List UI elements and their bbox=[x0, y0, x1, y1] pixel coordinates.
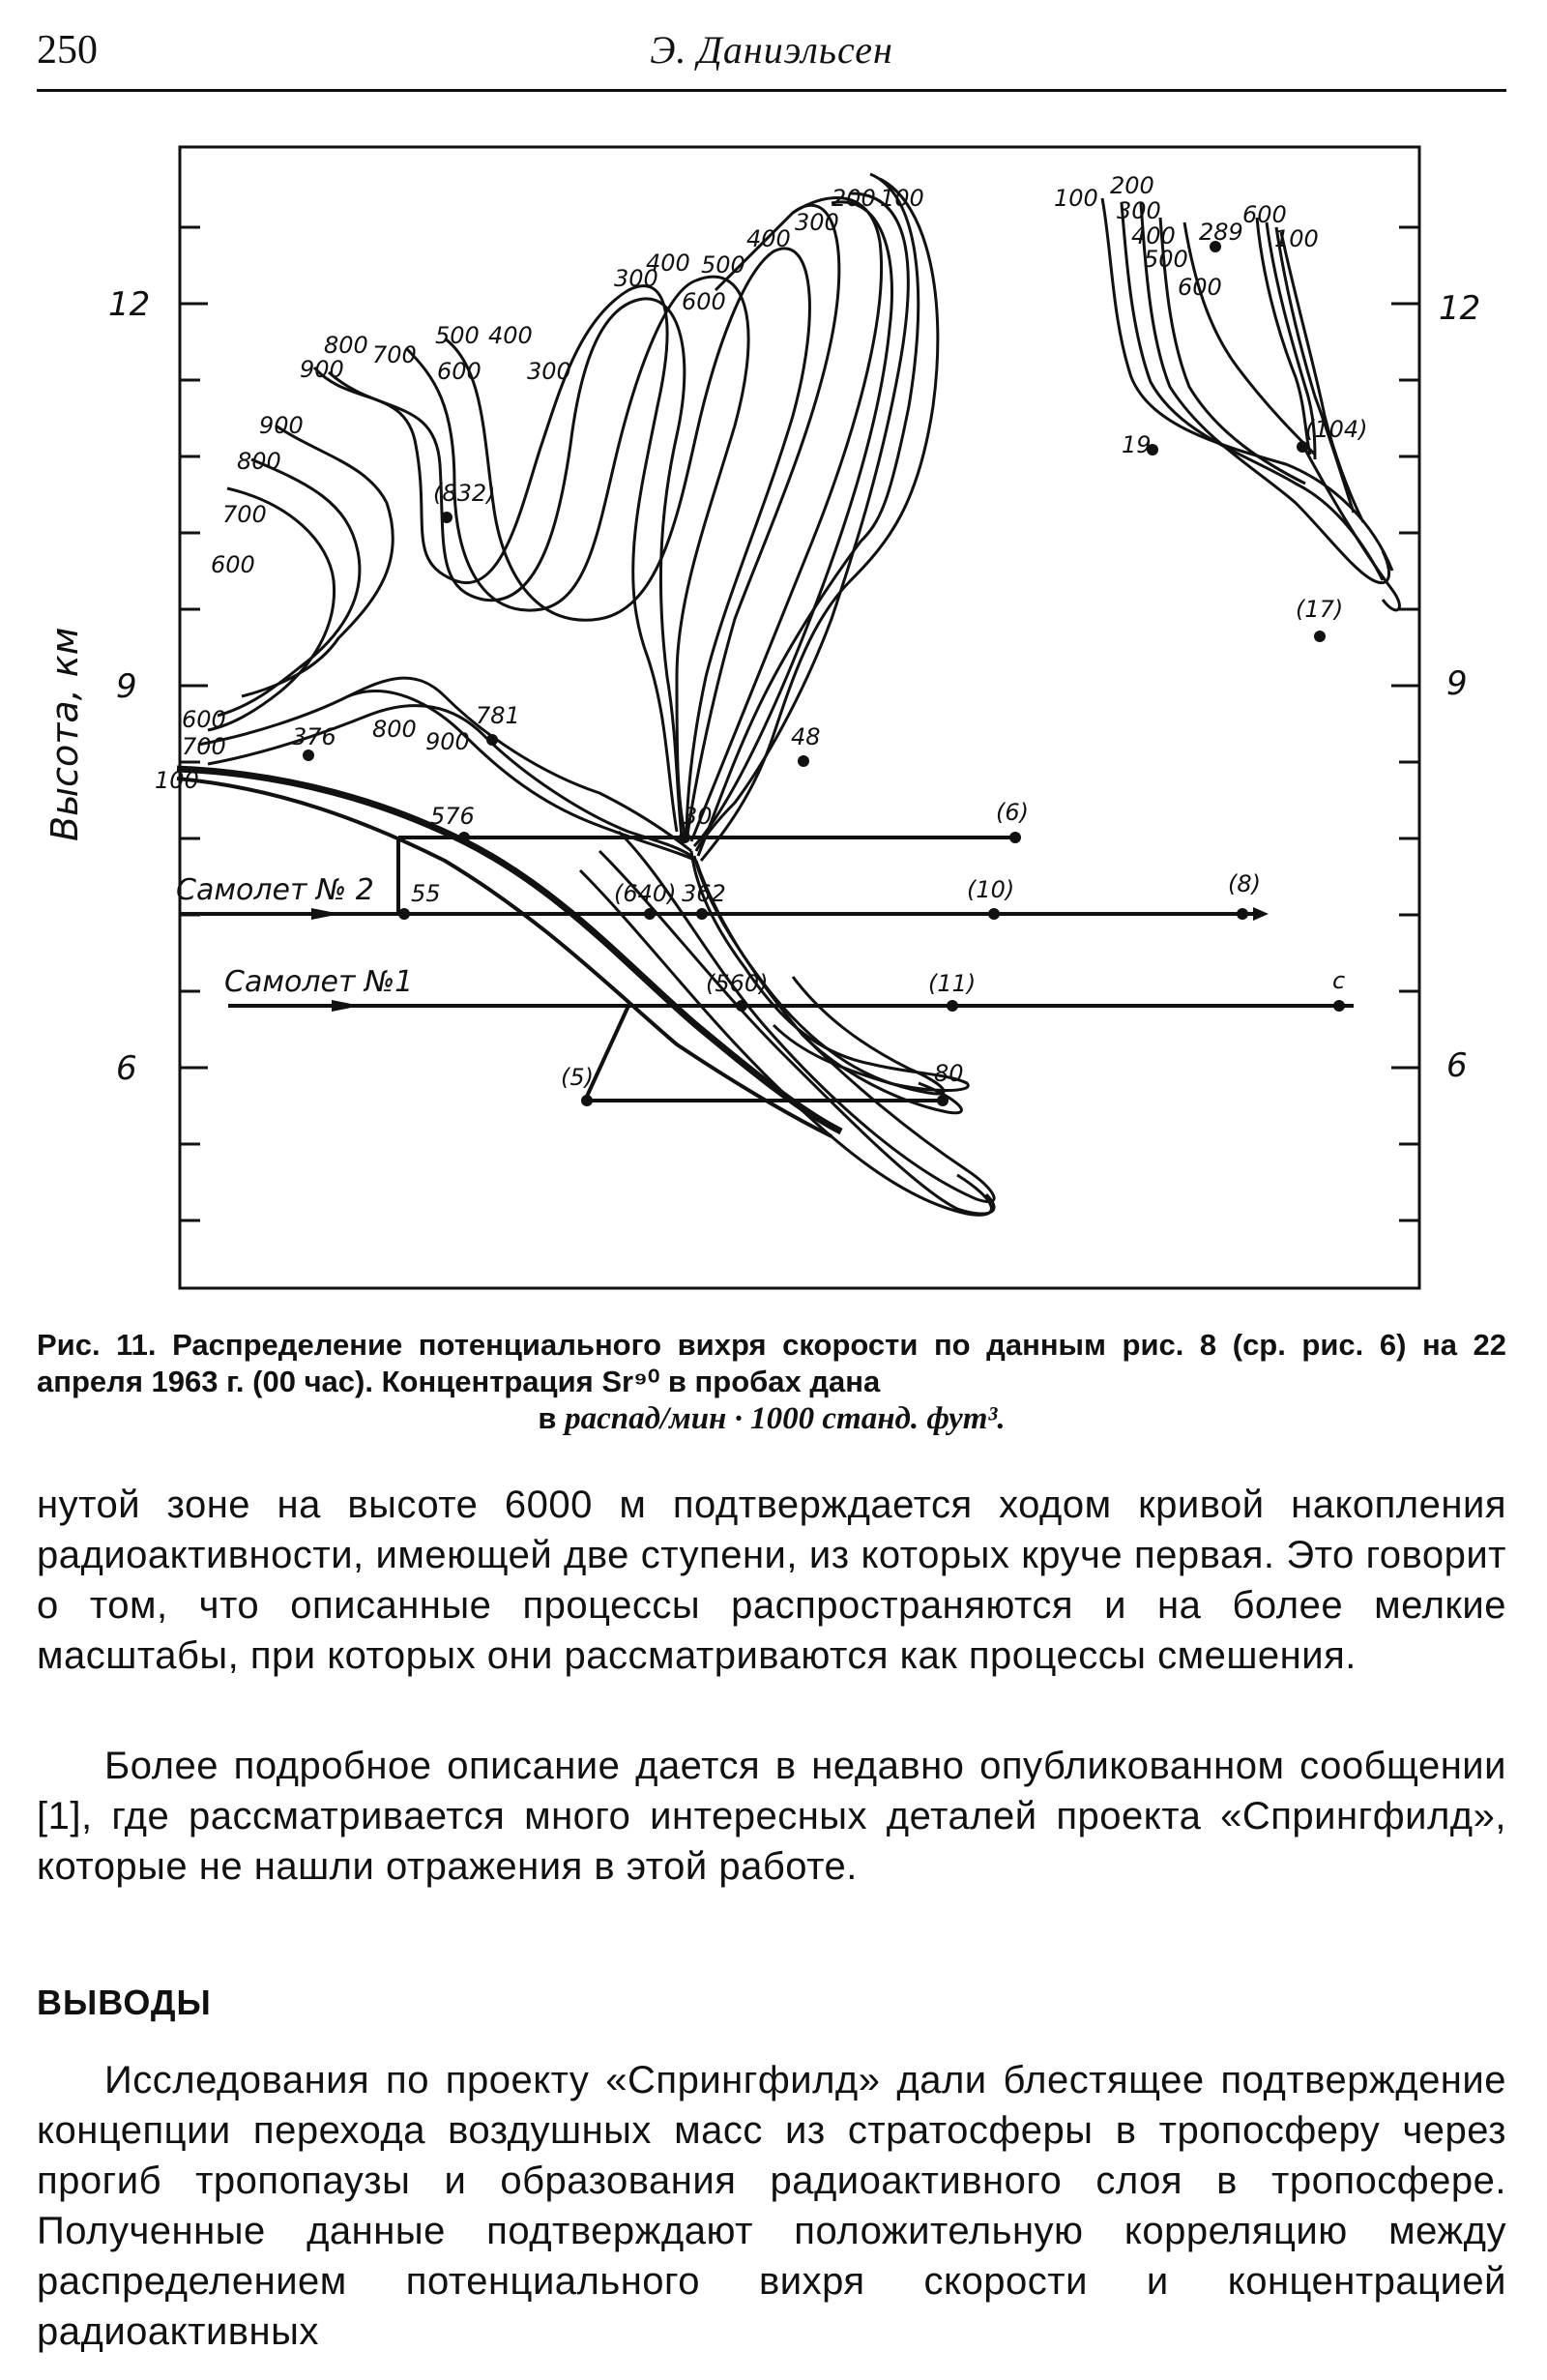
sample-label: 289 bbox=[1199, 219, 1243, 246]
contour-label: 100 bbox=[1054, 185, 1098, 212]
contour-label: 600 bbox=[682, 288, 726, 315]
sample-label: (560) bbox=[706, 970, 769, 997]
contour-label: 100 bbox=[880, 185, 924, 212]
page-number: 250 bbox=[37, 28, 98, 73]
contours-main bbox=[198, 174, 994, 1215]
contour-label: 900 bbox=[259, 412, 304, 439]
contour-label: 800 bbox=[237, 448, 281, 475]
y-tick-left-12: 12 bbox=[108, 285, 151, 324]
contour-label: 300 bbox=[527, 358, 571, 385]
contour-label: 100 bbox=[1274, 225, 1319, 252]
contour-label: 300 bbox=[614, 265, 658, 292]
sample-label: (8) bbox=[1228, 870, 1261, 897]
caption-text: Распределение потенциального вихря скорости по данным рис. 8 (ср. рис. 6) на 22 апреля 1963 г. (00 час). Концентрация Sr⁹⁰ в пробах дана bbox=[37, 1328, 1506, 1398]
paragraph-3: Исследования по проекту «Спрингфилд» дали блестящее подтверждение концепции перехода воздушных масс из стратосферы в тропосферу через прогиб тропопаузы и образования радиоактивного слоя в тропосфере. Полученные данные подтверждают положительную корреляцию между распределением потенциального вихря скорости и концентрацией радиоактивных bbox=[37, 2059, 1506, 2353]
contour-label: 700 bbox=[222, 501, 267, 528]
y-tick-left-6: 6 bbox=[116, 1049, 137, 1088]
caption-units: распад/мин · 1000 станд. фут³. bbox=[565, 1401, 1006, 1436]
sample-label: (10) bbox=[967, 876, 1015, 903]
contour-label: 400 bbox=[488, 322, 533, 349]
right-ticks bbox=[1391, 227, 1419, 1220]
sample-label: (640) bbox=[614, 880, 677, 907]
contour-label: 600 bbox=[1178, 274, 1222, 301]
contour-label: 800 bbox=[372, 716, 417, 743]
contour-label: 700 bbox=[372, 341, 417, 368]
sample-label: 55 bbox=[411, 880, 441, 907]
y-tick-left-9: 9 bbox=[116, 667, 137, 706]
plane-2-label: Самолет № 2 bbox=[176, 873, 374, 907]
y-tick-right-12: 12 bbox=[1439, 289, 1481, 328]
paragraph-2: Более подробное описание дается в недавно опубликованном сообщении [1], где рассматривается много интересных деталей проекта «Спрингфилд», которые не нашли отражения в этой работе. bbox=[37, 1745, 1506, 1888]
contour-label: 700 bbox=[182, 733, 226, 760]
y-tick-right-9: 9 bbox=[1446, 664, 1468, 703]
y-tick-right-6: 6 bbox=[1446, 1046, 1468, 1085]
sample-label: 19 bbox=[1122, 431, 1152, 458]
sample-label: (104) bbox=[1305, 416, 1368, 443]
contour-label: 400 bbox=[646, 250, 690, 277]
running-title: Э. Даниэльсен bbox=[650, 28, 893, 72]
contour-label: 200 bbox=[832, 185, 876, 212]
section-heading: ВЫВОДЫ bbox=[37, 1983, 212, 2022]
contour-label: 600 bbox=[1242, 201, 1287, 228]
sample-label: c bbox=[1332, 967, 1346, 994]
paragraph-1: нутой зоне на высоте 6000 м подтверждается ходом кривой накопления радиоактивности, имеющей две ступени, из которых круче первая. Это говорит о том, что описанные процессы распространяются и на более мелкие масштабы, при которых они рассматриваются как процессы смешения. bbox=[37, 1484, 1506, 1677]
caption-units-line bbox=[37, 1400, 1506, 1437]
sample-label: 362 bbox=[682, 880, 726, 907]
sample-label: 48 bbox=[791, 723, 821, 750]
contour-label: 900 bbox=[300, 356, 344, 383]
contour-label: 400 bbox=[1131, 222, 1176, 250]
sample-label: (11) bbox=[928, 970, 977, 997]
contour-labels bbox=[155, 172, 1319, 794]
contour-label: 800 bbox=[324, 332, 368, 359]
caption-units-prefix: в bbox=[538, 1401, 557, 1435]
sample-label: (5) bbox=[561, 1064, 594, 1091]
flight-arrows bbox=[311, 907, 1269, 1012]
plane-1-label: Самолет №1 bbox=[224, 965, 414, 999]
sample-label: 80 bbox=[934, 1060, 964, 1087]
contour-label: 500 bbox=[1144, 246, 1188, 273]
y-axis-label: Высота, км bbox=[44, 627, 86, 841]
sample-label: (832) bbox=[433, 480, 496, 507]
sample-label: (17) bbox=[1296, 596, 1344, 623]
contour-label: 100 bbox=[155, 767, 199, 794]
contour-label: 600 bbox=[182, 706, 226, 733]
contour-label: 500 bbox=[701, 251, 745, 279]
figure-caption bbox=[37, 1327, 1506, 1437]
contour-label: 600 bbox=[211, 551, 255, 578]
sample-label: 781 bbox=[476, 702, 520, 729]
contour-label: 300 bbox=[795, 209, 839, 236]
contour-label: 200 bbox=[1110, 172, 1154, 199]
caption-lead: Рис. 11. bbox=[37, 1328, 157, 1362]
sample-label: 376 bbox=[292, 723, 336, 750]
contour-label: 500 bbox=[435, 322, 480, 349]
contour-label: 400 bbox=[746, 225, 791, 252]
sample-label: 576 bbox=[430, 803, 475, 830]
sample-label: (6) bbox=[996, 799, 1029, 826]
contour-label: 300 bbox=[1117, 197, 1161, 224]
sample-label: 30 bbox=[683, 803, 713, 830]
contour-label: 900 bbox=[425, 728, 470, 755]
contour-label: 600 bbox=[437, 358, 482, 385]
